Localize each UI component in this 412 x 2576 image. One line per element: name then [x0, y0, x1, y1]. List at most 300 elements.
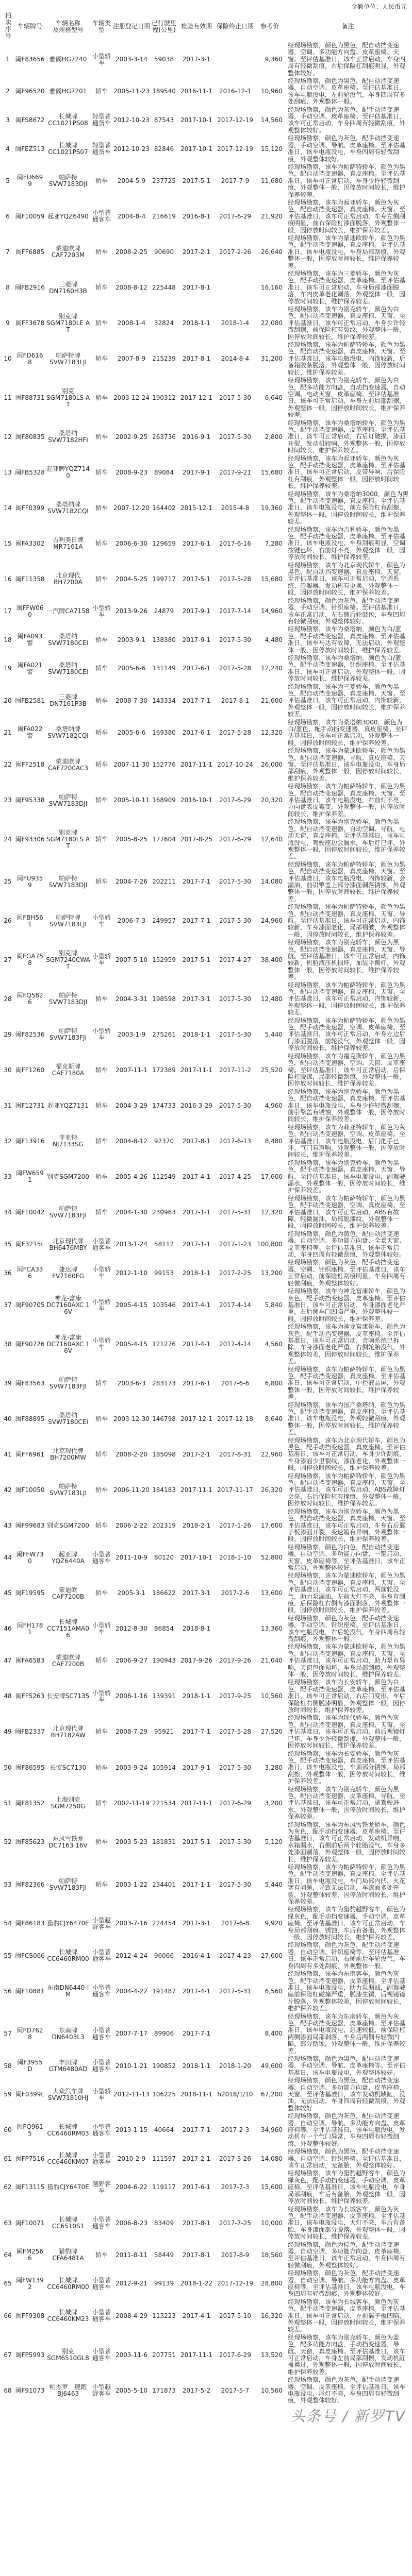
cell-mileage: 99153 — [154, 1269, 174, 1277]
cell-remarks: 经现场勘察，该车为帕萨特轿车，颜色为黑色，配手动挡变速器，空调、皮革座椅。至评估基准日，该车可正常启动，车身左边后门漆面脱落，前轮没气，外观整体一般，因停放时间较长，维护保养较差。 — [288, 1016, 406, 1052]
cell-reference-price: 3,200 — [265, 1799, 283, 1807]
cell-plate: 闽FA093警 — [17, 633, 43, 647]
cell-model: 桑塔纳 SVW7180CEI — [48, 1412, 88, 1426]
header-model: 车辆名称 及规格型号 — [52, 19, 84, 33]
cell-model: 长安牌SC7135 — [46, 1692, 90, 1700]
cell-model: 帕萨特牌 SVW7183LJI — [50, 913, 87, 928]
cell-inspection-valid: 2017-2-1 — [182, 2155, 211, 2162]
cell-inspection-valid: 2017-3-1 — [182, 1920, 211, 1927]
cell-plate: 闽F10059 — [15, 212, 45, 220]
cell-inspection-valid: 2017-3-1 — [182, 1589, 211, 1597]
cell-mileage: 58449 — [154, 2251, 174, 2259]
table-row — [1, 526, 411, 562]
table-row — [1, 1323, 411, 1365]
cell-mileage: 113223 — [152, 2312, 176, 2319]
cell-remarks: 经现场勘察，颜色为灰色，配手动挡变速器，手动空调、针织座椅。至评估基准日，该车正常启动，左右侧后轮鼓包，车身四周有轻微刮痕，外观整体较好。 — [288, 597, 406, 625]
cell-remarks: 经现场勘察，颜色为白色，配自动挡变速器，自动空调、多功能方向盘、一键启动、天窗、皮革座椅等。至评估基准日，该车正常启动，外观整体较好。 — [288, 1543, 406, 1571]
cell-remarks: 经现场勘察，颜色为棕色，配手动挡变速器，自动空调、多功能方向盘、皮革座椅。至评估基准日，该车正常启动，车身四周有轻微刮痕，外观整体较好。 — [288, 2241, 406, 2269]
cell-reference-price: 25,520 — [261, 1066, 283, 1074]
cell-model: 起亚牌 YQZ6440A — [52, 1550, 85, 1565]
cell-reference-price: 13,200 — [261, 1269, 283, 1277]
cell-insurance-end: 2017-7-9 — [221, 177, 250, 184]
table-row — [1, 1287, 411, 1323]
table-row — [1, 2241, 411, 2270]
cell-insurance-end: 2017-5-28 — [219, 1728, 252, 1736]
cell-vehicle-type: 轿车 — [95, 1173, 108, 1180]
cell-remarks: 经现场勘察，该车为福克斯轿车，颜色为黑色，配自动挡变速器，空调、天窗、皮革座椅。至评估基准日，该车可正常启动，后保险杠脱漆，局部轻微刮痕，外观整体一般，因停放时间较长，维护保养较差。 — [288, 1052, 406, 1088]
cell-inspection-valid: 2017-8-1 — [182, 355, 211, 363]
cell-reference-price: 5,840 — [265, 1301, 283, 1309]
cell-model: 雅阁HG7201 — [49, 88, 87, 95]
cell-reference-price: 5,120 — [265, 1838, 283, 1846]
cell-mileage: 106225 — [152, 2091, 176, 2098]
cell-reference-price: 26,320 — [261, 1486, 283, 1494]
cell-vehicle-type: 轿车 — [95, 1137, 108, 1145]
table-row — [1, 2148, 411, 2170]
cell-vehicle-type: 小型轿车 — [92, 1027, 111, 1042]
cell-insurance-end: 2018-1-20 — [219, 2062, 252, 2070]
cell-seq: 62 — [4, 2183, 12, 2191]
cell-mileage: 181831 — [152, 1838, 176, 1846]
cell-registration-date: 2003-1-22 — [115, 1880, 148, 1888]
cell-seq: 24 — [4, 836, 12, 843]
cell-reference-price: 22,960 — [261, 1450, 283, 1458]
cell-insurance-end: 2017-6-13 — [219, 1137, 252, 1145]
cell-vehicle-type: 轿车 — [95, 697, 108, 704]
cell-vehicle-type: 轿车 — [95, 1799, 108, 1807]
table-row — [1, 1401, 411, 1437]
cell-plate: 闽FF2518 — [15, 761, 45, 769]
table-row — [1, 1230, 411, 1259]
table-row — [1, 1544, 411, 1572]
cell-inspection-valid: 2017-8-1 — [182, 284, 211, 292]
cell-remarks: 经现场勘察，该车为别克轿车，颜色为黑色，配手动挡变速器，真皮座椅、天窗、导航。至评估基准日，该车电瓶没电，副驾驶漏水，外观整体一般，因停放时间较长，维护保养较差。 — [288, 1159, 406, 1194]
cell-seq: 3 — [6, 116, 10, 124]
cell-vehicle-type: 轿车 — [95, 575, 108, 583]
cell-vehicle-type: 轿车 — [95, 665, 108, 672]
cell-insurance-end: 2017-5-28 — [219, 665, 252, 672]
cell-remarks: 经现场勘察，该车为蒙迪欧轿车，颜色为黑色，配自动挡变速器，真皮座椅、天窗。至评估基准日，该车可正常启动，两前轮没气，助力泵漏油，左前大灯不亮，车身有刮痕，后保险杠右侧有漆面剥落，外观整体一般，因停放时间较长，维护保养较差。 — [288, 1572, 406, 1614]
cell-model: 长城牌 CC1021PS08 — [48, 113, 88, 127]
cell-remarks: 经现场勘察，该车为东南轿车，颜色为灰色，配手动挡变速器，皮革座椅。至评估基准日，该车电瓶没电，怠速较低，前保险杠两侧漆面局部剥落，车身后两侧有轻微凹陷，部分锈蚀，外观整体一般，维护保养较差。 — [288, 2012, 406, 2055]
cell-registration-date: 2010-1-21 — [115, 2062, 148, 2070]
table-row — [1, 1821, 411, 1863]
table-row — [1, 1643, 411, 1679]
cell-registration-date: 2008-1-16 — [115, 1692, 148, 1700]
table-row — [1, 1472, 411, 1508]
cell-plate: 闽FM2566 — [16, 2248, 44, 2262]
cell-plate: 闽FB5328 — [15, 468, 45, 476]
cell-inspection-valid: 2017-5-1 — [182, 177, 211, 184]
cell-vehicle-type: 小型普通客车 — [92, 2151, 111, 2166]
table-row — [1, 1159, 411, 1195]
cell-plate: 闽F85623 — [15, 1838, 45, 1846]
cell-inspection-valid: 2017-4-1 — [182, 1340, 211, 1348]
cell-remarks: 经现场勘察，该车为猎豹越野客车，颜色为绿灰色，配手动挡变速器，手动空调，皮革座椅。至评估基准日，该车可正常启动，车身局部刮痕、锈蚀，车后有备胎，外观整体一般，因停放时间较长，维护保养较差。 — [288, 1906, 406, 1941]
cell-vehicle-type: 轿车 — [95, 878, 108, 886]
cell-remarks: 经现场勘察，该车为长安轿车，颜色为白色，配手动挡变速器，皮革座椅。至评估基准日，该车可正常启动，右后门变形，车后保险杠右侧脱漆明显，外观整体一般，因停放时间较长，维护保养较差。 — [288, 1679, 406, 1714]
cell-inspection-valid: 2015-12-1 — [180, 504, 213, 512]
cell-insurance-end: 2017-12-19 — [217, 2280, 253, 2287]
table-row — [1, 455, 411, 490]
cell-model: 东南牌 DN6403L3 — [52, 2026, 85, 2041]
cell-inspection-valid: 2017-9-26 — [180, 1657, 213, 1665]
cell-model: 北京现代牌 BH7182AW — [51, 1724, 86, 1739]
cell-insurance-end: 2017-5-31 — [219, 1208, 252, 1216]
cell-insurance-end: 2017-5-30 — [219, 1030, 252, 1038]
cell-mileage: 169380 — [152, 728, 176, 736]
cell-registration-date: 2008-7-29 — [115, 1728, 148, 1736]
cell-registration-date: 2003-12-24 — [113, 394, 150, 401]
cell-plate: 闽F82536 — [15, 1030, 45, 1038]
cell-inspection-valid: 2016-10-1 — [180, 796, 213, 804]
cell-insurance-end: 2017-5-28 — [219, 575, 252, 583]
cell-seq: 39 — [4, 1379, 12, 1387]
cell-remarks: 经现场勘察，该车为别克轿车，颜色为白色，配自动挡变速器，真皮座椅、天窗。至评估基准日，该车可正常启动，车身少许轻微刮擦，前保险杠有裂纹，外观整体一般，因停放时间较长，维护保养较差。 — [288, 306, 406, 341]
cell-plate: 闽FW6591 — [16, 1170, 44, 1184]
cell-insurance-end: 2017-5-30 — [219, 1764, 252, 1771]
cell-vehicle-type: 小型普通客车 — [92, 2309, 111, 2323]
cell-registration-date: 2012-1-10 — [115, 1269, 148, 1277]
cell-registration-date: 2005-6-6 — [117, 665, 146, 672]
cell-mileage: 172389 — [152, 1066, 176, 1074]
table-row — [1, 818, 411, 860]
cell-mileage: 105914 — [152, 1764, 176, 1771]
table-row — [1, 2298, 411, 2334]
cell-registration-date: 2003-12-30 — [113, 1415, 150, 1422]
cell-model: 桑塔纳 SVW7180CEI — [48, 661, 88, 675]
cell-mileage: 119117 — [152, 2183, 176, 2191]
cell-mileage: 190312 — [152, 394, 176, 401]
cell-inspection-valid: 2017-11-1 — [180, 1799, 213, 1807]
table-row — [1, 1750, 411, 1786]
cell-reference-price: 52,800 — [261, 1554, 283, 1562]
cell-insurance-end: 2017-9-25 — [219, 1692, 252, 1700]
cell-insurance-end: 2017-5-30 — [219, 636, 252, 643]
cell-registration-date: 2006-7-3 — [117, 917, 146, 925]
cell-reference-price: 15,120 — [261, 145, 283, 152]
cell-inspection-valid: 2017-1-1 — [182, 1208, 211, 1216]
cell-insurance-end: 2017-5-30 — [219, 394, 252, 401]
cell-mileage: 216619 — [152, 212, 176, 220]
cell-insurance-end: 2017-2-3 — [221, 2126, 250, 2134]
table-row — [1, 1508, 411, 1544]
cell-inspection-valid: 2018-1-1 — [182, 1030, 211, 1038]
cell-vehicle-type: 小型越野客车 — [92, 1916, 111, 1930]
table-row — [1, 419, 411, 455]
cell-plate: 闽F93306 — [15, 836, 45, 843]
cell-plate: 闽F88731 — [15, 394, 45, 401]
cell-plate: 闽FF5263 — [15, 1692, 45, 1700]
header-insurance-end: 保险终止日期 — [216, 23, 254, 30]
cell-reference-price: 20,320 — [261, 796, 283, 804]
cell-seq: 27 — [4, 956, 12, 963]
cell-registration-date: 2010-2-9 — [117, 2155, 146, 2162]
table-row — [1, 562, 411, 597]
vehicle-auction-table — [1, 11, 411, 2405]
cell-inspection-valid: 2017-9-1 — [182, 1764, 211, 1771]
cell-remarks: 经现场勘察，该车为桑塔纳轿车，颜色为黑色，配手动挡变速器，皮革座椅。至评估基准日，该车可正常启动，右后灯破损，漆面开裂，发动机较响，外观整体一般，因停放时间较长，维护保养较差。 — [288, 419, 406, 454]
cell-reference-price: 17,600 — [261, 1521, 283, 1529]
table-row — [1, 270, 411, 306]
table-row — [1, 2170, 411, 2205]
table-row — [1, 1786, 411, 1821]
cell-seq: 66 — [4, 2312, 12, 2319]
cell-vehicle-type: 轿车 — [95, 1208, 108, 1216]
cell-insurance-end: 2017-1-26 — [219, 1521, 252, 1529]
cell-vehicle-type: 轿车 — [95, 1101, 108, 1109]
cell-model: 北京现代 BH7200A — [53, 572, 83, 586]
cell-mileage: 146798 — [152, 1415, 176, 1422]
cell-insurance-end: 2014-8-4 — [221, 355, 250, 363]
cell-vehicle-type: 小型轿车 — [92, 1337, 111, 1351]
cell-model: 起亚牌YQZ7140 — [46, 465, 90, 480]
cell-reference-price: 12,240 — [261, 665, 283, 672]
cell-insurance-end: 2017-8-9 — [221, 2251, 250, 2259]
table-row — [1, 2055, 411, 2077]
cell-reference-price: 28,800 — [261, 2280, 283, 2287]
cell-mileage: 92370 — [154, 1137, 174, 1145]
cell-inspection-valid: 2018-1-1 — [182, 1692, 211, 1700]
cell-seq: 28 — [4, 995, 12, 1003]
cell-reference-price: 15,600 — [261, 2183, 283, 2191]
cell-seq: 21 — [4, 728, 12, 736]
cell-inspection-valid: 2017-1-1 — [182, 1880, 211, 1888]
cell-insurance-end: 2017-3-26 — [219, 2155, 252, 2162]
cell-reference-price: 12,320 — [261, 728, 283, 736]
cell-remarks: 经现场勘察，颜色为灰色，配手动挡变速器，自动空调、针织座椅等。至评估基准日，该车正常启动，右侧前后车轮没气，车身四周有多处刮痕，外观整体一般。 — [288, 1941, 406, 1970]
cell-model: 桑塔纳牌 SVW7182CQI — [47, 501, 89, 515]
cell-reference-price: 27,520 — [261, 1728, 283, 1736]
table-row — [1, 199, 411, 234]
cell-vehicle-type: 轿车 — [95, 728, 108, 736]
cell-seq: 34 — [4, 1208, 12, 1216]
cell-model: 猎豹牌 CFA6481A — [52, 2248, 84, 2262]
cell-reference-price: 24,960 — [261, 917, 283, 925]
cell-reference-price: 100,800 — [257, 1241, 283, 1248]
cell-insurance-end: 2017-2-25 — [219, 1269, 252, 1277]
cell-seq: 46 — [4, 1625, 12, 1633]
cell-inspection-valid: 2016-9-1 — [182, 433, 211, 440]
cell-inspection-valid: 2018-1-1 — [182, 319, 211, 327]
cell-insurance-end: 2018-1-10 — [219, 1554, 252, 1562]
cell-insurance-end: 2017-4-27 — [219, 956, 252, 963]
cell-plate: 闽FA021警 — [17, 661, 43, 675]
cell-reference-price: 12,480 — [261, 995, 283, 1003]
cell-seq: 31 — [4, 1101, 12, 1109]
cell-seq: 32 — [4, 1137, 12, 1145]
cell-vehicle-type: 轿车 — [95, 539, 108, 547]
cell-seq: 38 — [4, 1340, 12, 1348]
cell-registration-date: 2004-5-9 — [117, 177, 146, 184]
cell-inspection-valid: 2017-9-1 — [182, 607, 211, 615]
cell-plate: 闽FEZ513 — [15, 145, 45, 152]
cell-plate: 闽FA6583 — [15, 1657, 45, 1665]
cell-seq: 13 — [4, 468, 12, 476]
cell-mileage: 275261 — [152, 1030, 176, 1038]
cell-model: 长城牌 CC6460KM23 — [47, 2309, 89, 2323]
cell-remarks: 经现场勘察，该车为国产桑塔纳，颜色为黑色，配手动挡变速器，真皮座椅。至评估基准日，该车电瓶没电，外观轻微刮痕，外观整体一般，因停放时间较长，维护保养较差。 — [288, 1401, 406, 1436]
cell-registration-date: 2003-6-3 — [117, 1379, 146, 1387]
cell-registration-date: 2003-7-16 — [115, 1920, 148, 1927]
cell-registration-date: 2002-11-19 — [113, 1799, 150, 1807]
cell-registration-date: 2007-11-30 — [113, 761, 150, 769]
cell-remarks: 经现场勘察，颜色为灰色，配手动挡变速器，空调、针织座椅。至评估基准日，该车正常启动，前保险杠刮痕明显，车身四周有轻微刮痕，外观整体较好。 — [288, 1259, 406, 1287]
cell-mileage: 190852 — [152, 2062, 176, 2070]
cell-remarks: 经现场勘察，该车为北京现代轿车，颜色为黑色，配自动挡变速器，真皮座椅、天窗。至评估基准日，该车可正常启动，空调系统、冷凝器、发动机有更换，外观整体一般，因停放时间较长，维护保养较差。 — [288, 561, 406, 597]
cell-mileage: 139391 — [152, 1692, 176, 1700]
cell-plate: 闽F13916 — [15, 1137, 45, 1145]
cell-model: 北京现代牌 BH7200MW — [50, 1447, 86, 1462]
cell-remarks: 经现场勘察，颜色为黑色，配手动挡变速器，自动空调、针织座椅。至评估基准日，该车正常启动，无备胎，外观整体较好。 — [288, 2148, 406, 2170]
cell-insurance-end: 2017-6-8 — [221, 1920, 250, 1927]
cell-plate: 闽F83563 — [15, 1379, 45, 1387]
cell-registration-date: 2013-9-26 — [115, 607, 148, 615]
table-row — [1, 719, 411, 748]
cell-insurance-end: 2017-6-29 — [219, 2351, 252, 2359]
cell-seq: 12 — [4, 433, 12, 440]
cell-inspection-valid: 2017-8-1 — [182, 1137, 211, 1145]
cell-inspection-valid: 2017-4-1 — [182, 1987, 211, 1995]
cell-seq: 53 — [4, 1880, 12, 1888]
cell-seq: 40 — [4, 1415, 12, 1422]
cell-inspection-valid: 2018-8-1 — [182, 1625, 211, 1633]
cell-seq: 59 — [4, 2091, 12, 2098]
cell-registration-date: 2005-6-6 — [117, 728, 146, 736]
cell-vehicle-type: 轿车 — [95, 433, 108, 440]
table-row — [1, 1088, 411, 1124]
cell-model: 猎豹CJY6470E — [47, 1920, 89, 1927]
cell-remarks: 经现场勘察，该车为桑塔纳3000，颜色为白/蓝色，配手动挡变速器，真皮座椅。至评估基准日，该车可正常启动，外观整体一般，因停放时间较长，维护保养较差。 — [288, 718, 408, 747]
cell-mileage: 87543 — [154, 116, 174, 124]
cell-reference-price: 21,920 — [261, 212, 283, 220]
table-row — [1, 1259, 411, 1287]
cell-reference-price: 21,040 — [261, 1657, 283, 1665]
cell-inspection-valid: 2017-5-1 — [182, 956, 211, 963]
cell-reference-price: 27,600 — [261, 1952, 283, 1959]
cell-plate: 闽FP5993 — [15, 2351, 45, 2359]
cell-model: 长城牌 CC6460RM00 — [47, 2276, 89, 2291]
cell-remarks: 经现场勘察，该车为吉利轿车，颜色为黑色，配手动挡变速器，皮革座椅。至评估基准日，该车电瓶没电，车身刮痕明显，空调按键已坏，右前灯不亮，外观整体一般，因停放时间较长，维护保养较差。 — [288, 526, 406, 561]
cell-mileage: 202319 — [152, 1521, 176, 1529]
header-vehicle-type: 车辆类型 — [92, 19, 111, 33]
cell-insurance-end: 2017-11-17 — [217, 1486, 253, 1494]
cell-insurance-end: 2017-6-29 — [219, 796, 252, 804]
cell-registration-date: 2007-11-1 — [115, 1066, 148, 1074]
cell-insurance-end: 2016-12-1 — [219, 88, 252, 95]
cell-reference-price: 16,320 — [261, 2312, 283, 2319]
cell-insurance-end: 2017-9-26 — [219, 1657, 252, 1665]
cell-insurance-end — [216, 2013, 255, 2055]
cell-seq: 49 — [4, 1728, 12, 1736]
cell-vehicle-type: 轿车 — [95, 248, 108, 256]
cell-plate: 闽FFW060 — [16, 604, 44, 618]
cell-seq: 50 — [4, 1764, 12, 1771]
cell-reference-price: 15,680 — [261, 575, 283, 583]
cell-registration-date: 2003-3-14 — [115, 56, 148, 63]
table-row — [1, 939, 411, 981]
cell-reference-price: 4,960 — [265, 1101, 283, 1109]
cell-mileage: 198598 — [152, 995, 176, 1003]
cell-inspection-valid: 2017-10-1 — [180, 1554, 213, 1562]
cell-remarks: 经现场勘察，该车为别克轿车，颜色为黑色，配自动挡变速器，真皮座椅、天窗。至评估基准日，该车可正常启动，车身右后翼子板漆面开裂，变速箱有异响，外观整体一般，因停放时间较长，维护保养较差。 — [288, 1507, 406, 1543]
cell-seq: 51 — [4, 1799, 12, 1807]
cell-seq: 20 — [4, 697, 12, 704]
cell-mileage: 249957 — [152, 917, 176, 925]
cell-insurance-end: 2017-6-16 — [219, 539, 252, 547]
cell-remarks: 经现场勘察，颜色为黄色，配自动挡变速器，自动空调、多功能方向盘、全景天窗、皮革座椅等。至评估基准日，该车正常启动，车身四周有轻微刮痕，外观整体较好。 — [288, 1230, 406, 1259]
cell-inspection-valid: 2017-9-1 — [182, 468, 211, 476]
cell-mileage: 263736 — [152, 433, 176, 440]
cell-insurance-end: 2017-5-30 — [219, 1101, 252, 1109]
cell-mileage: 95921 — [154, 1728, 174, 1736]
cell-insurance-end — [216, 270, 255, 306]
cell-seq: 15 — [4, 539, 12, 547]
cell-model: 蒙迪欧 CAF7200B — [52, 1586, 85, 1600]
cell-registration-date: 2007-5-10 — [115, 956, 148, 963]
cell-seq: 65 — [4, 2280, 12, 2287]
header-registration-date: 注册登记日期 — [113, 23, 151, 30]
cell-mileage: 185098 — [152, 1450, 176, 1458]
cell-plate: 闽F90726 — [15, 1340, 45, 1348]
header-reference-price: 参考价 — [260, 23, 279, 30]
cell-inspection-valid: 2017-12-1 — [180, 394, 213, 401]
cell-remarks: 经现场勘察，该车为起亚轿车，颜色为灰色，配手动挡变速器，皮革座椅。至评估基准日，该车可正常启动，皮带异响，后保险杠有刮痕，外观整体一般，因停放时间较长，维护保养较差。 — [288, 454, 406, 490]
cell-registration-date: 2012-4-24 — [115, 1952, 148, 1959]
cell-mileage: 32824 — [154, 319, 174, 327]
cell-mileage: 58112 — [154, 1241, 174, 1248]
cell-inspection-valid: 2017-7-1 — [182, 2030, 211, 2038]
cell-seq: 29 — [4, 1030, 12, 1038]
cell-seq: 23 — [4, 796, 12, 804]
header-inspection-valid: 检验有效期 — [180, 23, 212, 30]
cell-vehicle-type: 轿车 — [95, 1880, 108, 1888]
cell-remarks: 经现场勘察，该车为帕萨特轿车，颜色为黑色，配自动挡变速器，真皮座椅。至评估基准日，该车可正常启动，车身少许轻微刮痕，外观整体一般，因停放时间较长，维护保养较差。 — [288, 163, 406, 198]
cell-plate: 闽F3955D — [17, 2059, 43, 2073]
cell-inspection-valid: 2017-7-1 — [182, 697, 211, 704]
cell-plate: 闽FF6885 — [15, 248, 45, 256]
cell-reference-price: 10,560 — [261, 2386, 283, 2394]
cell-vehicle-type: 轿车 — [95, 319, 108, 327]
cell-insurance-end: h2018/1/10 — [217, 2091, 253, 2098]
cell-model: 帕萨特 SVW7183DJI — [48, 874, 88, 889]
cell-registration-date: 2003-11-6 — [115, 2351, 148, 2359]
cell-plate: 闽F19595 — [15, 1589, 45, 1597]
cell-reference-price: 5,440 — [265, 1030, 283, 1038]
cell-inspection-valid: 2017-4-1 — [182, 1301, 211, 1309]
cell-registration-date: 2004-6-22 — [115, 2183, 148, 2191]
cell-reference-price: 19,360 — [261, 504, 283, 512]
cell-remarks: 经现场勘察，该车为神龙富康轿车，颜色为灰色，配手动挡变速器，皮革座椅。至评估基准日，该车可正常启动，音响系统已拆除，车身漆面老化严重，右侧轮胎没气，外观整体较差，因停放时间较长，维护保养差。 — [288, 1323, 406, 1365]
cell-insurance-end: 2017-12-19 — [217, 116, 253, 124]
cell-mileage: 174733 — [152, 1101, 176, 1109]
cell-seq: 8 — [6, 284, 10, 292]
cell-registration-date: 2002-9-25 — [115, 433, 148, 440]
table-row — [1, 341, 411, 377]
cell-vehicle-type: 轿车 — [95, 177, 108, 184]
table-row — [1, 2112, 411, 2148]
cell-reference-price: 38,400 — [261, 956, 283, 963]
cell-seq: 11 — [4, 394, 12, 401]
cell-vehicle-type: 轿车 — [95, 1486, 108, 1494]
cell-seq: 48 — [4, 1692, 12, 1700]
cell-plate: 闽F86595 — [15, 1764, 45, 1771]
cell-registration-date: 2005-4-26 — [115, 1173, 148, 1180]
cell-reference-price: 10,560 — [261, 1692, 283, 1700]
cell-inspection-valid: 2017-9-1 — [182, 636, 211, 643]
cell-plate: 闽FS8672 — [15, 116, 45, 124]
cell-registration-date: 2008-9-23 — [115, 468, 148, 476]
